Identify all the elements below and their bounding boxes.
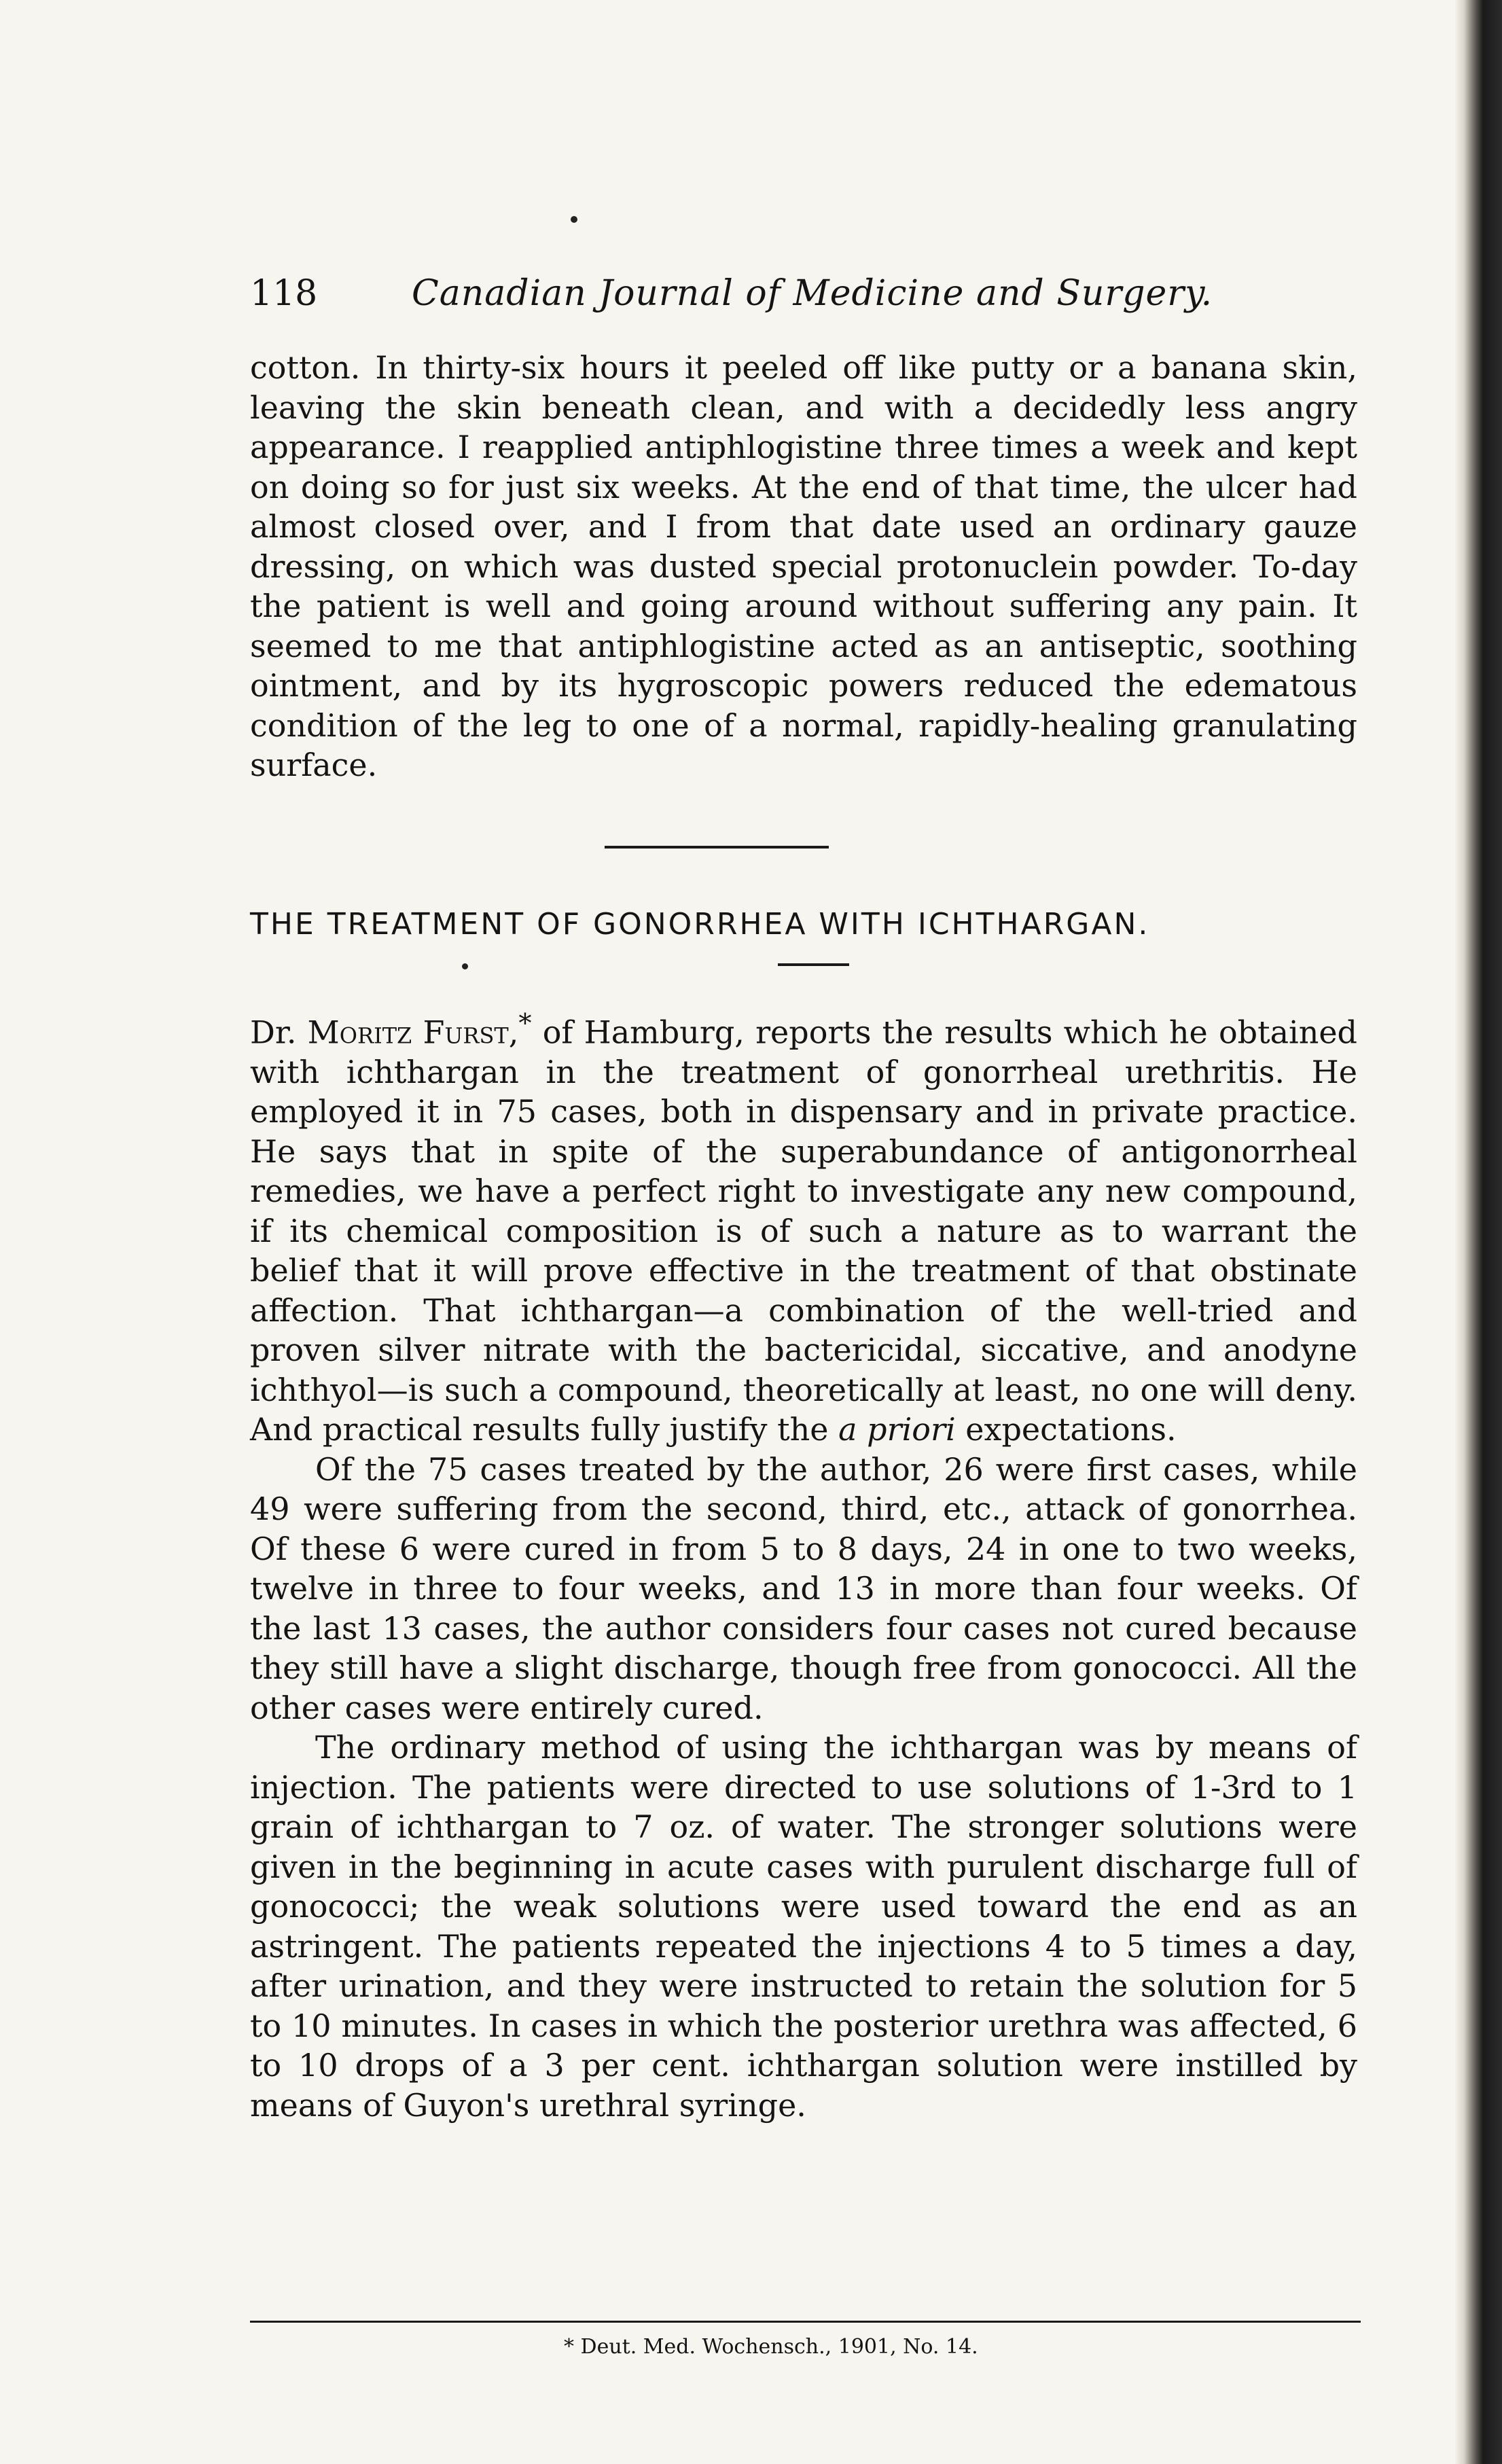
footnote-rule	[250, 2321, 1361, 2323]
journal-title: Canadian Journal of Medicine and Surgery.	[412, 273, 1213, 314]
continued-paragraph: cotton. In thirty-six hours it peeled off like putty or a banana skin, leaving the skin beneath clean, and with a decidedly less angry appearance. I reapplied antiphlogistine three times a week and kept on doing so for just six weeks. At the end of that time, the ulcer had almost closed over, and I from that date used an ordinary gauze dressing, on which was dusted special protonuclein powder. To-day the patient is well and going around without suffering any pain. It seemed to me that antiphlogistine acted as an antiseptic, soothing ointment, and by its hygroscopic powers reduced the edematous condition of the leg to one of a normal, rapidly-healing granulating surface.	[250, 349, 1357, 783]
ink-speck	[462, 963, 468, 969]
section-divider-rule	[605, 846, 829, 849]
continued-paragraph-block	[250, 348, 1357, 785]
paragraph-1-text: of Hamburg, reports the results which he obtained with ichthargan in the treatment of gonorrheal urethritis. He employed it in 75 cases, both in dispensary and in private practice. He says that in spite of the superabundance of antigonorrheal remedies, we have a perfect right to investigate any new compound, if its chemical composition is of such a nature as to warrant the belief that it will prove effective in the treatment of that obstinate affection. That ichthargan—a combination of the well-tried and proven silver nitrate with the bactericidal, siccative, and anodyne ichthyol—is such a compound, theoretically at least, no one will deny. And practical results fully justify the	[250, 1014, 1357, 1448]
article-paragraph-1	[250, 1004, 1357, 1450]
article-title: THE TREATMENT OF GONORRHEA WITH ICHTHARGAN.	[250, 907, 1150, 942]
article-paragraph-2: Of the 75 cases treated by the author, 26 were first cases, while 49 were suffering from the second, third, etc., attack of gonorrhea. Of these 6 were cured in from 5 to 8 days, 24 in one to two weeks, twelve in three to four weeks, and 13 in more than four weeks. Of the last 13 cases, the author considers four cases not cured because they still have a slight discharge, though free from gonococci. All the other cases were entirely cured.	[250, 1450, 1357, 1726]
paragraph-1-end: expectations.	[955, 1411, 1177, 1448]
title-underline-dash	[778, 963, 849, 966]
page-number: 118	[250, 273, 318, 314]
author-title: Dr.	[250, 1014, 297, 1051]
footnote: * Deut. Med. Wochensch., 1901, No. 14.	[564, 2335, 978, 2359]
paragraph-1-italic: a priori	[838, 1411, 956, 1448]
book-binding-edge	[1454, 0, 1502, 2464]
author-name: Moritz Furst,	[307, 1014, 519, 1051]
article-body	[250, 1004, 1357, 2125]
footnote-marker: *	[518, 1008, 532, 1039]
article-paragraph-3: The ordinary method of using the ichthargan was by means of injection. The patients were directed to use solutions of 1-3rd to 1 grain of ichthargan to 7 oz. of water. The stronger solutions were given in the beginning in acute cases with purulent discharge full of gonococci; the weak solutions were used toward the end as an astringent. The patients repeated the injections 4 to 5 times a day, after urination, and they were instructed to retain the solution for 5 to 10 minutes. In cases in which the posterior urethra was affected, 6 to 10 drops of a 3 per cent. ichthargan solution were instilled by means of Guyon's urethral syringe.	[250, 1729, 1357, 2124]
ink-speck	[571, 216, 577, 223]
running-head	[250, 266, 1364, 321]
